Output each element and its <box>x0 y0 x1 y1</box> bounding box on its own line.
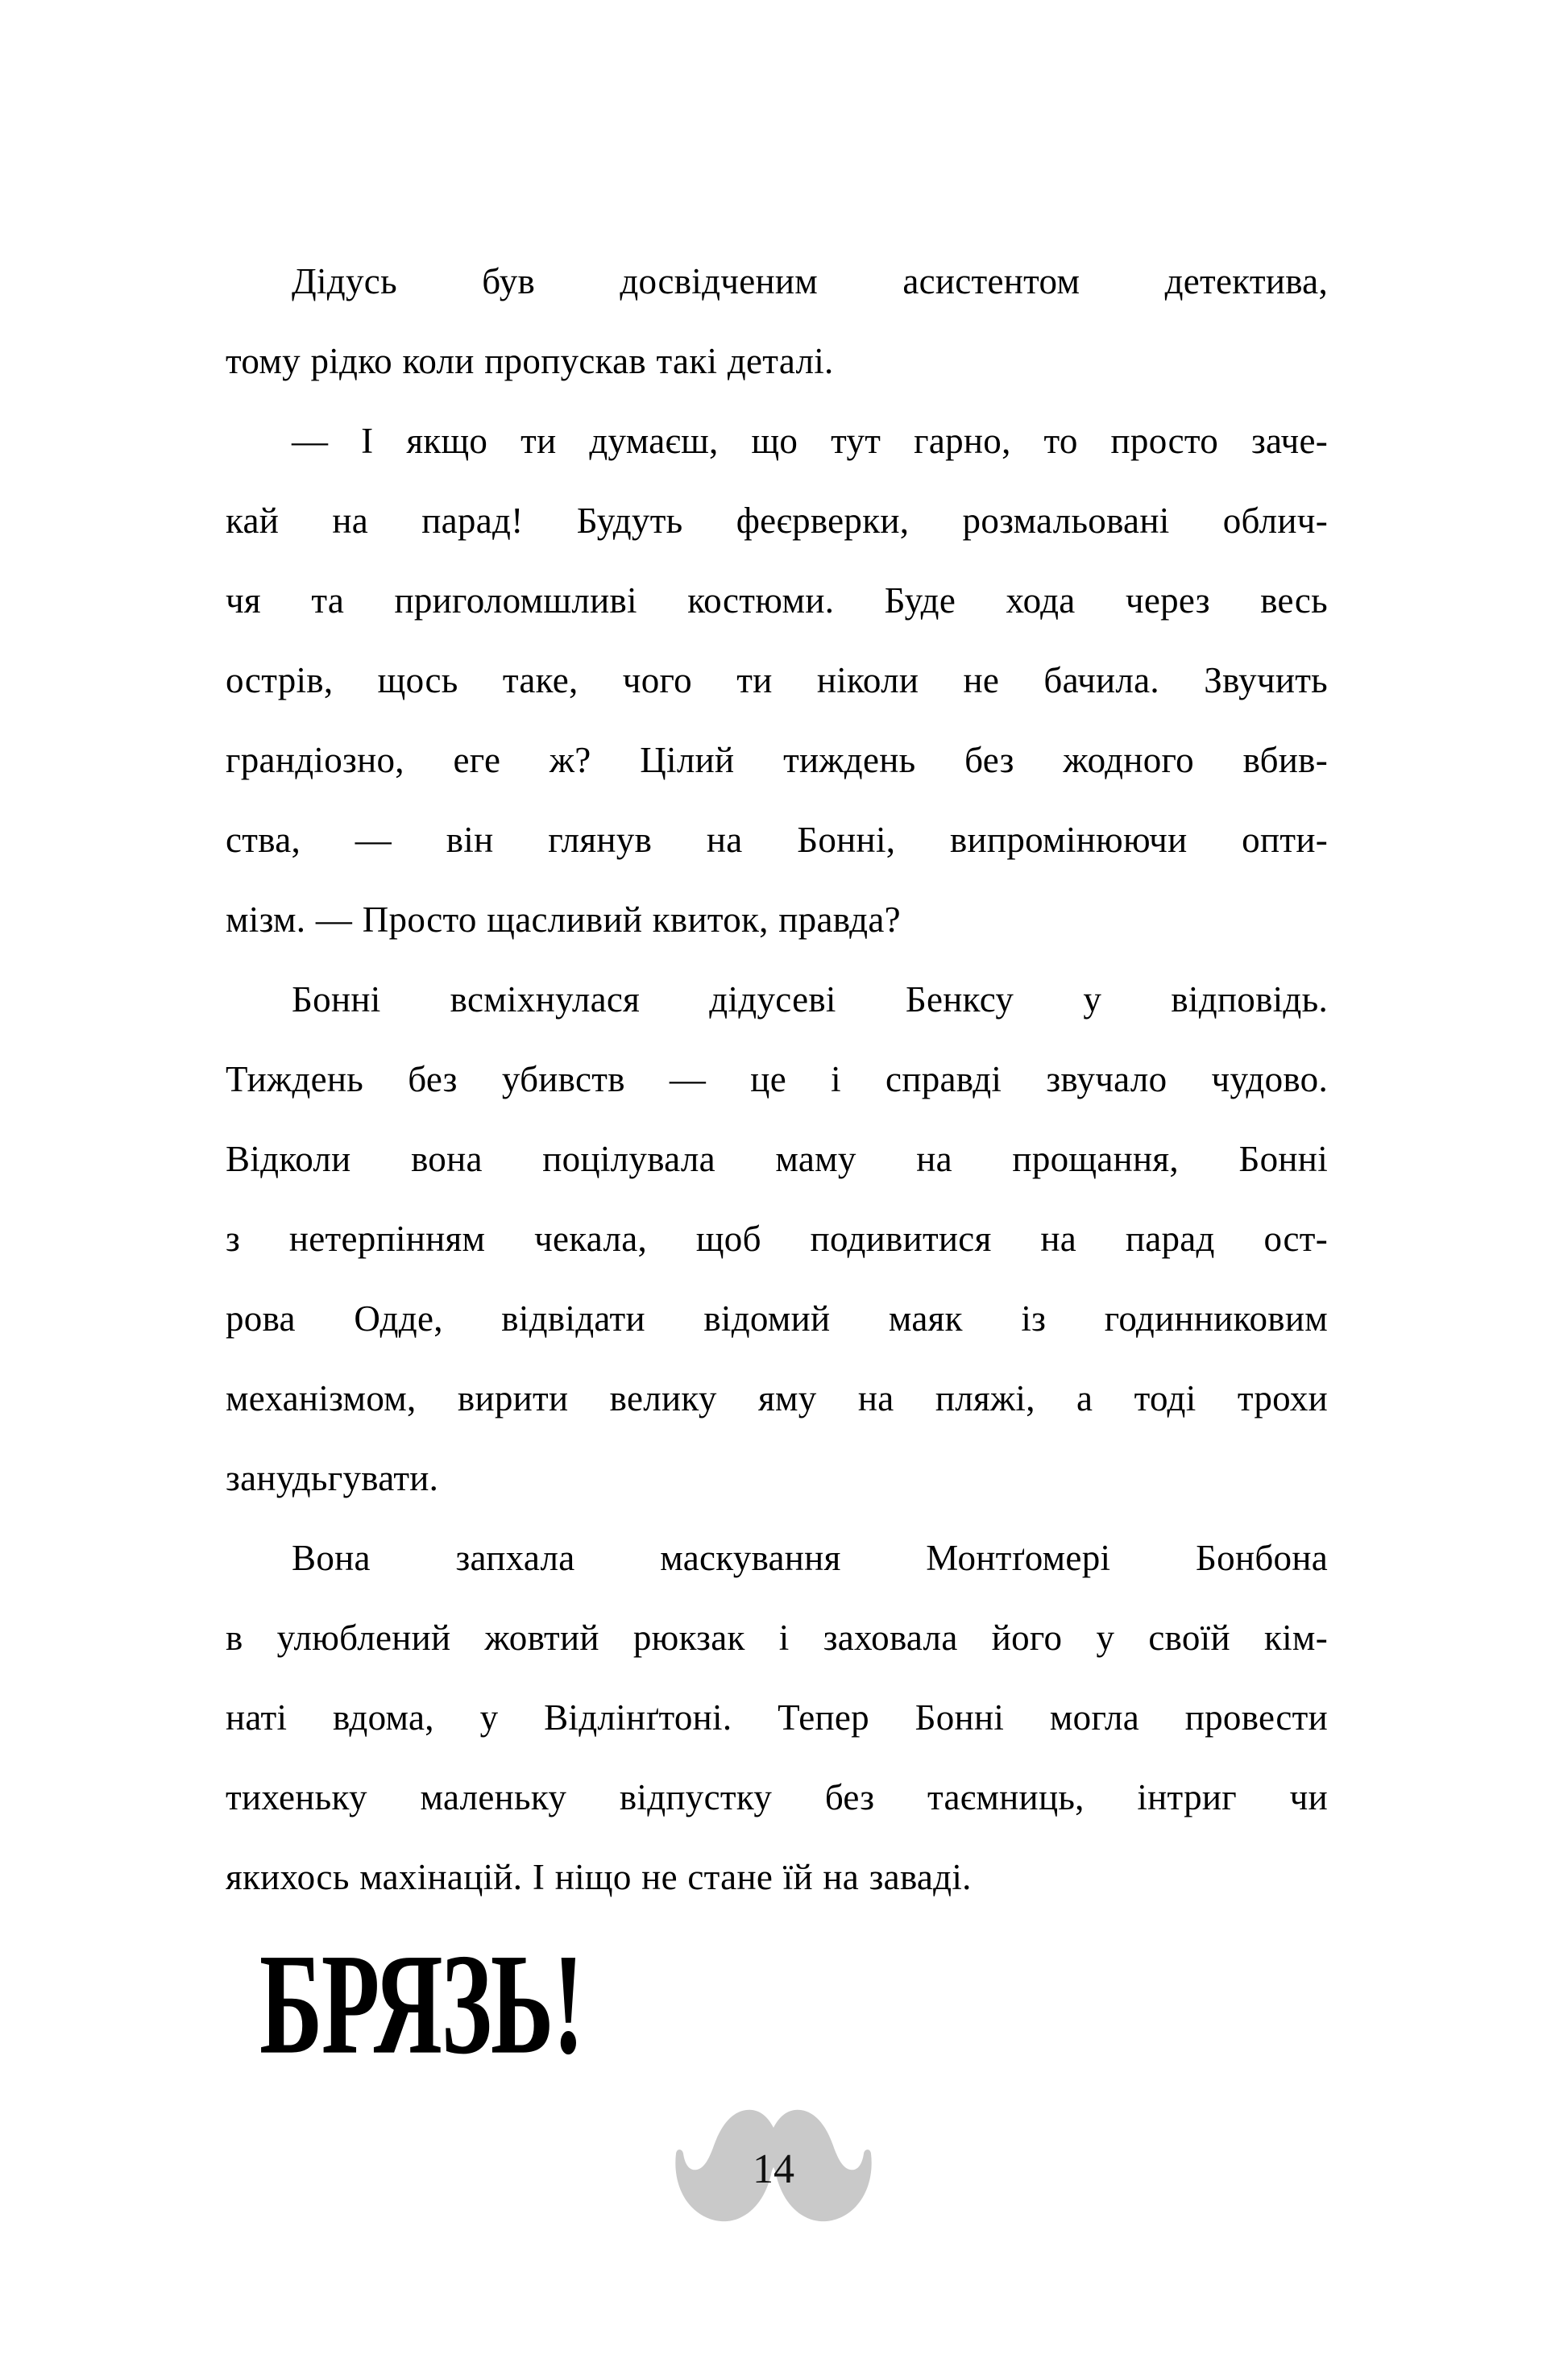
text-line: кай на парад! Будуть феєрверки, розмальовані облич- <box>226 501 1328 541</box>
text-line: Вона запхала маскування Монтґомері Бонбона <box>292 1538 1328 1578</box>
text-line: грандіозно, еге ж? Цілий тиждень без жодного вбив- <box>226 740 1328 780</box>
paragraph-2 <box>226 401 1328 960</box>
text-line: Тиждень без убивств — це і справді звучало чудово. <box>226 1059 1328 1099</box>
page-text-block <box>226 242 1328 1917</box>
paragraph-1 <box>226 242 1328 401</box>
text-line: Бонні всміхнулася дідусеві Бенксу у відповідь. <box>292 979 1328 1020</box>
text-line: острів, щось таке, чого ти ніколи не бачила. Звучить <box>226 660 1328 700</box>
text-line: занудьгувати. <box>226 1458 439 1498</box>
text-line: Дідусь був досвідченим асистентом детектива, <box>292 261 1328 301</box>
paragraph-4 <box>226 1518 1328 1917</box>
text-line: мізм. — Просто щасливий квиток, правда? <box>226 899 901 940</box>
text-line: рова Одде, відвідати відомий маяк із годинниковим <box>226 1298 1328 1339</box>
text-line: чя та приголомшливі костюми. Буде хода через весь <box>226 580 1328 621</box>
text-line: механізмом, вирити велику яму на пляжі, а тоді трохи <box>226 1378 1328 1418</box>
onomatopoeia-heading: БРЯЗЬ! <box>259 1924 583 2084</box>
page-number: 14 <box>753 2146 794 2192</box>
text-line: ства, — він глянув на Бонні, випромінюючи опти- <box>226 820 1328 860</box>
paragraph-3 <box>226 960 1328 1518</box>
text-line: тихеньку маленьку відпустку без таємниць, інтриг чи <box>226 1777 1328 1817</box>
text-line: якихось махінацій. І ніщо не стане їй на заваді. <box>226 1857 972 1897</box>
text-line: — І якщо ти думаєш, що тут гарно, то просто заче- <box>292 421 1328 461</box>
text-line: тому рідко коли пропускав такі деталі. <box>226 341 834 381</box>
page-footer <box>0 2104 1547 2257</box>
text-line: наті вдома, у Відлінґтоні. Тепер Бонні могла провести <box>226 1697 1328 1738</box>
text-line: Відколи вона поцілувала маму на прощання, Бонні <box>226 1139 1328 1179</box>
text-line: в улюблений жовтий рюкзак і заховала його у своїй кім- <box>226 1618 1328 1658</box>
text-line: з нетерпінням чекала, щоб подивитися на парад ост- <box>226 1219 1328 1259</box>
